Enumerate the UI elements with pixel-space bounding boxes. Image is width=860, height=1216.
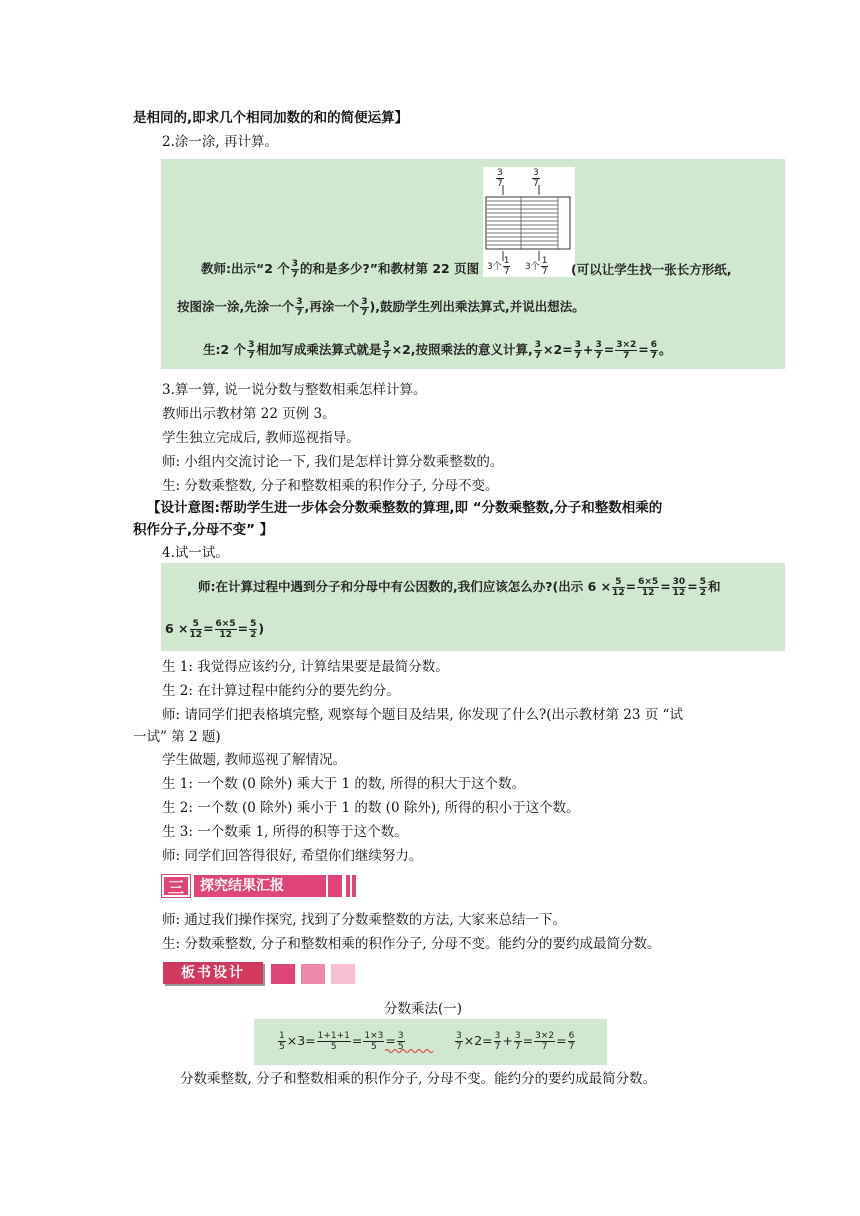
board-title: 分数乘法(一) xyxy=(384,1001,463,1017)
board-formula-left: $\frac{1}{5}$ ×3= $\frac{1+1+1}{5}$ = $\frac{1\times 3}{5}$ = $\frac{3}{5}$ xyxy=(279,1031,404,1052)
fraction-numerator: 1 xyxy=(503,256,510,266)
box1-teacher-line-end xyxy=(571,261,731,279)
fraction-denominator: 7 xyxy=(574,351,581,361)
fraction-denominator: 7 xyxy=(534,351,542,361)
figure-label: 3个 xyxy=(487,262,502,272)
text-segment: 的和是多少?”和教材第 22 页图 xyxy=(300,261,480,276)
fraction-numerator: 5 xyxy=(612,577,625,588)
fraction-denominator: 7 xyxy=(623,351,630,361)
fraction-denominator: 7 xyxy=(361,308,368,318)
fraction-denominator: 7 xyxy=(291,270,299,280)
text-segment: ,再涂一个 xyxy=(304,299,360,314)
fraction-denominator: 7 xyxy=(650,351,658,361)
text-line: 学生独立完成后, 教师巡视指导。 xyxy=(162,430,360,446)
section-number: 三 xyxy=(162,875,190,897)
fraction-numerator: 1 xyxy=(541,256,548,266)
fraction-denominator: 12 xyxy=(612,588,625,598)
section-title: 板书设计 xyxy=(163,962,263,984)
section-title: 探究结果汇报 xyxy=(194,875,342,897)
fraction-denominator: 7 xyxy=(383,351,390,361)
text-line: 生: 分数乘整数, 分子和整数相乘的积作分子, 分母不变。 xyxy=(162,478,499,494)
text-segment: = xyxy=(603,342,615,357)
text-line: 是相同的,即求几个相同加数的和的简便运算】 xyxy=(133,110,409,126)
fraction-denominator: 2 xyxy=(250,630,257,640)
fraction-denominator: 7 xyxy=(541,267,548,277)
fraction-denominator: 7 xyxy=(296,308,303,318)
fraction-denominator: 2 xyxy=(699,588,706,598)
fraction-denominator: 7 xyxy=(533,179,539,189)
fraction-denominator: 12 xyxy=(219,630,232,640)
text-line: 生: 分数乘整数, 分子和整数相乘的积作分子, 分母不变。能约分的要约成最简分数。 xyxy=(162,936,661,952)
text-line: 生 2: 一个数 (0 除外) 乘小于 1 的数 (0 除外), 所得的积小于这个数。 xyxy=(162,800,580,816)
text-segment: ×2,按照乘法的意义计算, xyxy=(391,342,533,357)
box1-teacher-line xyxy=(201,259,479,280)
fraction-numerator: 30 xyxy=(672,577,686,587)
text-line: 生 1: 我觉得应该约分, 计算结果要是最简分数。 xyxy=(162,659,449,675)
text-segment: 6 × xyxy=(165,621,189,636)
fraction-numerator: 3×2 xyxy=(616,340,637,350)
fraction-numerator: 3 xyxy=(595,340,602,350)
fraction-denominator: 12 xyxy=(641,588,655,598)
fraction-numerator: 5 xyxy=(699,577,706,587)
fraction-numerator: 3 xyxy=(291,259,299,269)
box2-line1: 师:在计算过程中遇到分子和分母中有公因数的,我们应该怎么办?(出示 6 × $\frac{5}{12}$ = $\frac{6\times 5}{12}$ = $\frac{30}{12}$ = $\frac{5}{2}$ 和 xyxy=(198,577,721,598)
board-formula-right: $\frac{3}{7}$ ×2= $\frac{3}{7}$ + $\frac{3}{7}$ = $\frac{3\times 2}{7}$ = $\frac{6}{7}$ xyxy=(456,1031,575,1052)
box1-student-line xyxy=(203,340,672,361)
decor-square xyxy=(331,964,355,984)
text-segment: 按图涂一涂,先涂一个 xyxy=(177,299,295,314)
text-line: 师: 请同学们把表格填完整, 观察每个题目及结果, 你发现了什么?(出示教材第 23 页 “试 xyxy=(162,707,683,723)
text-segment: ),鼓励学生列出乘法算式,并说出想法。 xyxy=(369,299,585,314)
text-line: 师: 小组内交流讨论一下, 我们是怎样计算分数乘整数的。 xyxy=(162,454,504,470)
fraction-numerator: 3 xyxy=(534,340,542,350)
fraction-denominator: 12 xyxy=(189,630,203,640)
box2-line2: 6 × $\frac{5}{12}$ = $\frac{6\times 5}{12}$ = $\frac{5}{2}$ ) xyxy=(165,619,265,640)
text-line: 教师出示教材第 22 页例 3。 xyxy=(162,406,336,422)
text-line: 生 1: 一个数 (0 除外) 乘大于 1 的数, 所得的积大于这个数。 xyxy=(162,776,525,792)
fraction-numerator: 3 xyxy=(296,297,303,307)
text-line: 【设计意图:帮助学生进一步体会分数乘整数的算理,即 “分数乘整数,分子和整数相乘的 xyxy=(147,500,663,516)
text-segment: 生:2 个 xyxy=(203,342,247,357)
text-line: 4.试一试。 xyxy=(162,545,229,561)
fraction-numerator: 3 xyxy=(574,340,581,350)
fraction-numerator: 6×5 xyxy=(215,619,236,629)
fraction-denominator: 7 xyxy=(497,179,503,189)
text-segment: + xyxy=(582,342,594,357)
text-segment: ×2= xyxy=(543,342,573,357)
text-line: 生 2: 在计算过程中能约分的要先约分。 xyxy=(162,683,400,699)
text-line: 一试” 第 2 题) xyxy=(133,729,221,745)
wavy-underline xyxy=(385,1048,435,1054)
fraction-numerator: 6×5 xyxy=(638,577,659,587)
text-line: 3.算一算, 说一说分数与整数相乘怎样计算。 xyxy=(162,382,427,398)
text-segment: ) xyxy=(258,621,265,636)
text-line: 积作分子,分母不变” 】 xyxy=(133,522,274,538)
text-segment: 相加写成乘法算式就是 xyxy=(256,342,382,357)
fraction-numerator: 3 xyxy=(248,340,255,350)
decor-square xyxy=(301,964,325,984)
fraction-numerator: 3 xyxy=(497,168,503,178)
text-segment: = xyxy=(638,342,649,357)
text-line: 分数乘整数, 分子和整数相乘的积作分子, 分母不变。能约分的要约成最简分数。 xyxy=(180,1071,657,1087)
text-line: 生 3: 一个数乘 1, 所得的积等于这个数。 xyxy=(162,824,408,840)
fraction-numerator: 5 xyxy=(190,619,203,630)
text-line: 学生做题, 教师巡视了解情况。 xyxy=(162,752,347,768)
text-line: 师: 通过我们操作探究, 找到了分数乘整数的方法, 大家来总结一下。 xyxy=(162,912,567,928)
fraction-numerator: 3 xyxy=(361,297,368,307)
text-line: 师: 同学们回答得很好, 希望你们继续努力。 xyxy=(162,848,423,864)
text-line: 2.涂一涂, 再计算。 xyxy=(162,134,278,150)
fraction-numerator: 5 xyxy=(250,619,257,629)
fraction-numerator: 3 xyxy=(533,168,539,178)
text-segment: 教师:出示“2 个 xyxy=(201,261,290,276)
fraction-denominator: 7 xyxy=(595,351,602,361)
text-segment: 。 xyxy=(659,342,672,357)
fraction-denominator: 7 xyxy=(248,351,255,361)
text-segment: 和 xyxy=(707,579,721,594)
text-segment: (可以让学生找一张长方形纸, xyxy=(571,262,732,277)
fraction-numerator: 3 xyxy=(383,340,390,350)
fraction-numerator: 6 xyxy=(650,340,658,350)
box1-line2 xyxy=(177,297,585,318)
text-segment: 师:在计算过程中遇到分子和分母中有公因数的,我们应该怎么办?(出示 6 × xyxy=(198,579,612,594)
fraction-denominator: 12 xyxy=(672,588,686,598)
decor-square xyxy=(271,964,295,984)
figure-label: 3个 xyxy=(525,262,540,272)
fraction-denominator: 7 xyxy=(503,267,510,277)
